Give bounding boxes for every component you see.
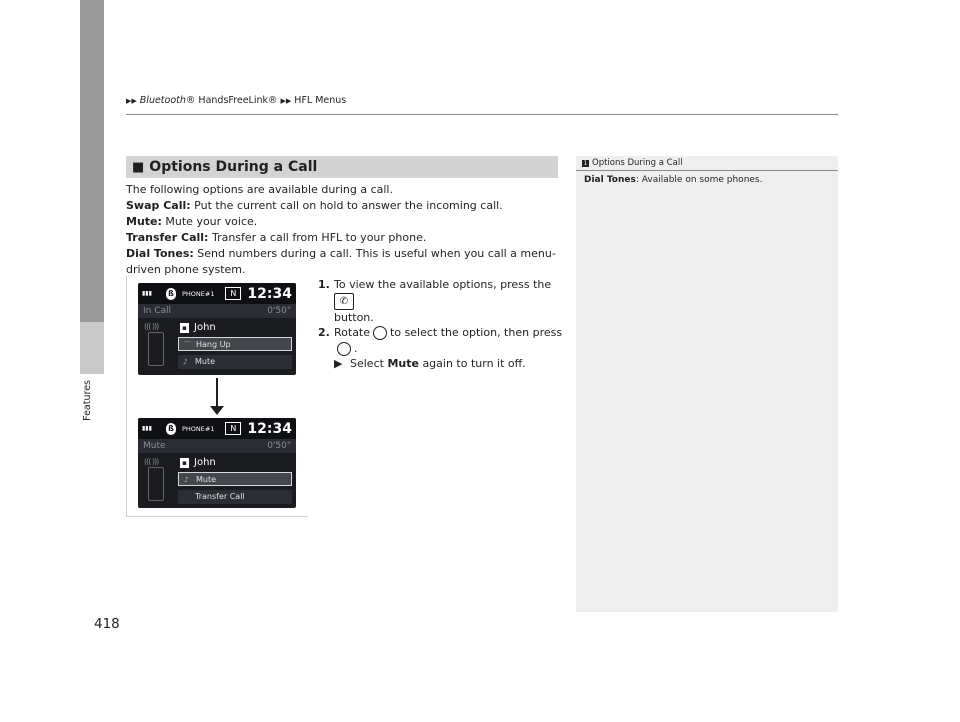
signal-icon: ▮▮▮ — [142, 425, 152, 432]
menu-item-transfer-call[interactable]: Transfer Call — [178, 490, 292, 504]
handset-icon: ((( ))) — [144, 322, 170, 370]
compass-indicator: N — [225, 422, 241, 435]
screen-in-call — [138, 283, 296, 375]
section-body — [126, 182, 562, 278]
section-heading — [126, 156, 558, 178]
steps — [318, 277, 568, 372]
screen-top-bar — [138, 418, 296, 439]
bluetooth-icon: ß — [166, 288, 176, 300]
section-square-icon: ■ — [132, 159, 145, 175]
handset-icon: ((( ))) — [144, 457, 170, 505]
phone-button-icon: ✆ — [334, 293, 354, 310]
mic-icon: ♪ — [183, 358, 188, 366]
clock: 12:34 — [247, 420, 292, 437]
result-arrow-icon: ▶ — [334, 357, 343, 370]
menu-item-mute[interactable]: ♪ Mute — [178, 355, 292, 369]
caller: ▪ John — [180, 457, 216, 468]
breadcrumb-arrow-icon: ▶▶ — [126, 96, 137, 105]
note-marker-icon: 1 — [583, 159, 588, 167]
signal-icon: ▮▮▮ — [142, 290, 152, 297]
contact-card-icon: ▪ — [180, 323, 189, 333]
contact-card-icon: ▪ — [180, 458, 189, 468]
option-swap-call: Swap Call: Put the current call on hold to answer the incoming call. — [126, 199, 503, 212]
breadcrumb-item-1: Bluetooth® HandsFreeLink® — [139, 95, 278, 106]
screen-body — [138, 318, 296, 375]
call-status: In Call — [143, 306, 172, 316]
step-2: 2. Rotate to select the option, then press . — [318, 326, 563, 355]
call-duration: 0'50" — [267, 441, 291, 451]
menu-item-mute[interactable]: ♪ Mute — [178, 472, 292, 486]
menu-item-hang-up[interactable]: ⌒ Hang Up — [178, 337, 292, 351]
mic-icon: ♪ — [184, 476, 189, 484]
note-panel — [576, 156, 838, 612]
call-duration: 0'50" — [267, 306, 291, 316]
note-rule — [576, 170, 838, 171]
phone-name: PHONE#1 — [182, 289, 215, 298]
bluetooth-icon: ß — [166, 423, 176, 435]
clock: 12:34 — [247, 285, 292, 302]
breadcrumb-arrow-icon: ▶▶ — [280, 96, 292, 105]
side-label: Features — [82, 380, 93, 421]
call-status: Mute — [143, 441, 166, 451]
note-text: Dial Tones: Available on some phones. — [584, 175, 763, 185]
phone-name: PHONE#1 — [182, 424, 215, 433]
note-title: 1 Options During a Call — [583, 158, 683, 168]
breadcrumb — [126, 95, 346, 106]
section-title: Options During a Call — [149, 159, 318, 175]
step-1: 1. To view the available options, press the ✆ button. — [318, 278, 552, 324]
option-dial-tones: Dial Tones: Send numbers during a call. This is useful when you call a menu-driven phone system. — [126, 247, 556, 276]
side-tab — [80, 0, 104, 322]
breadcrumb-item-2: HFL Menus — [294, 95, 347, 106]
option-mute: Mute: Mute your voice. — [126, 215, 258, 228]
selector-knob-icon — [373, 326, 387, 340]
call-status-bar — [138, 439, 296, 453]
step-2-sub: ▶ Select Mute again to turn it off. — [334, 357, 526, 370]
header-rule — [126, 114, 838, 115]
compass-indicator: N — [225, 287, 241, 300]
screen-top-bar — [138, 283, 296, 304]
intro-text: The following options are available during a call. — [126, 183, 393, 196]
screen-body — [138, 453, 296, 508]
call-status-bar — [138, 304, 296, 318]
caller: ▪ John — [180, 322, 216, 333]
hang-up-icon: ⌒ — [184, 341, 191, 349]
side-tab-marker — [80, 322, 104, 374]
option-transfer-call: Transfer Call: Transfer a call from HFL to your phone. — [126, 231, 427, 244]
arrow-down-icon — [210, 406, 224, 415]
press-knob-icon — [337, 342, 351, 356]
page-number: 418 — [94, 616, 120, 632]
screen-mute — [138, 418, 296, 508]
